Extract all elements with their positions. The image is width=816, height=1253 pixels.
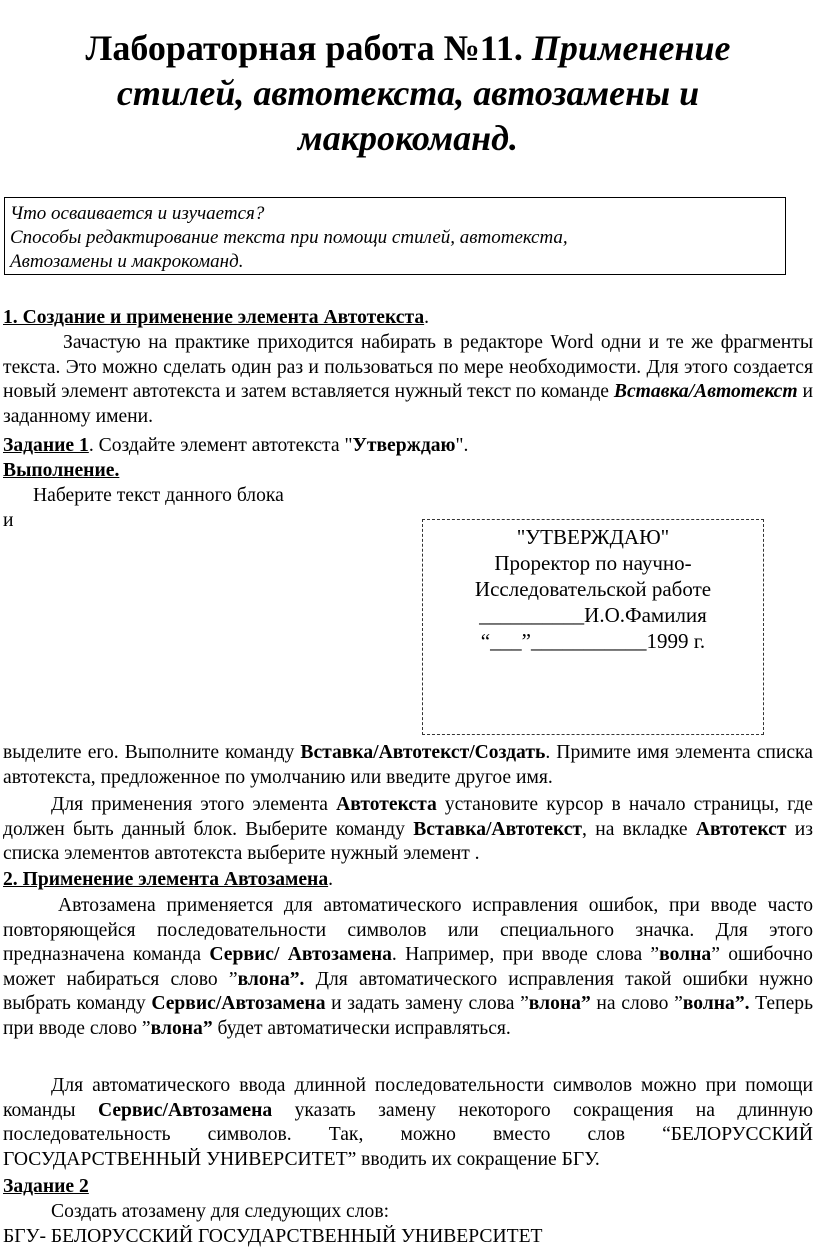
title-italic-2: стилей, автотекста, автозамены и — [116, 73, 700, 113]
section1-p1-tail: и заданному имени. — [3, 381, 813, 427]
section2-p1-bold-1: Сервис/ Автозамена — [209, 944, 392, 966]
title-bold: Лабораторная работа №11. — [85, 28, 523, 68]
title-italic-3: макрокоманд. — [298, 118, 518, 158]
section1-p1-text: Зачастую на практике приходится набирать в редакторе Word одни и те же фрагменты текста. Это можно сделать один раз и пользоваться по мере необходимости. Для этого создается новый элемент автотекста и затем вставляется нужный текст по команде — [3, 332, 813, 403]
section2-heading-dot: . — [328, 869, 334, 890]
section1-heading-line — [3, 306, 813, 331]
section1-p3-text-3: , на вкладке — [582, 818, 696, 840]
section1-p3-bold-2: Вставка/Автотекст — [413, 818, 583, 840]
section2-heading: 2. Применение элемента Автозамена — [3, 869, 329, 890]
section2-p1-text-5: и задать замену слова ” — [325, 993, 529, 1015]
section2-p1-tail: будет автоматически исправляться. — [212, 1017, 511, 1039]
approval-line-2: Проректор по научно- — [494, 551, 692, 575]
intro-line-1: Что осваивается и изучается? — [10, 203, 265, 224]
section2-p1-text-2: . Например, при вводе слова ” — [391, 944, 660, 966]
intro-line-2: Способы редактирование текста при помощи стилей, автотекста, — [10, 227, 568, 248]
section2-p1-bold-6: волна”. — [682, 993, 750, 1015]
section2-p1-text-4: Для автоматического исправления такой ошибки нужно выбрать команду — [3, 968, 814, 1015]
section1-p3-text-2: установите курсор в начало страницы, где должен быть данный блок. Выберите команду — [3, 794, 813, 840]
exec-line-2: и — [3, 510, 14, 531]
approval-line-3: Исследовательской работе — [474, 577, 712, 601]
page-title — [40, 26, 776, 161]
section1-p3-tail: из списка элементов автотекста выберите нужный элемент . — [3, 818, 814, 865]
approval-line-1: "УТВЕРЖДАЮ" — [516, 525, 670, 549]
section2-paragraph-2 — [3, 1074, 813, 1172]
section2-p2-bold: Сервис/Автозамена — [97, 1099, 273, 1121]
section1-paragraph-3 — [3, 793, 813, 867]
task2-last-line: БГУ- БЕЛОРУССКИЙ ГОСУДАРСТВЕННЫЙ УНИВЕРСИТЕТ — [3, 1226, 543, 1247]
task1-text: . Создайте элемент автотекста " — [88, 435, 353, 456]
section1-paragraph-2 — [3, 741, 813, 790]
section2-paragraph-1 — [3, 894, 813, 1042]
section1-p3-text: Для применения этого элемента — [51, 794, 337, 815]
section1-p2-text: выделите его. Выполните команду — [3, 742, 301, 763]
section1-p2-command: Вставка/Автотекст/Создать — [300, 742, 546, 763]
section2-heading-line — [3, 868, 813, 893]
task1-bold: Утверждаю — [352, 435, 456, 456]
section1-paragraph-1 — [3, 331, 813, 429]
approval-line-4: __________И.О.Фамилия — [479, 603, 707, 627]
intro-line-3: Автозамены и макрокоманд. — [10, 251, 244, 272]
section2-p1-bold-7: влона” — [150, 1017, 213, 1039]
approval-line-5: “___”___________1999 г. — [480, 629, 706, 653]
section2-p2-tail: указать замену некоторого сокращения на длинную последовательность символов. Так, можно вместо слов “БЕЛОРУССКИЙ ГОСУДАРСТВЕННЫЙ УНИВЕРСИТЕТ” вводить их сокращение БГУ. — [3, 1099, 813, 1170]
task1-tail: ". — [455, 435, 469, 456]
section2-p2-text: Для автоматического ввода длинной последовательности символов можно при помощи команды — [3, 1075, 813, 1121]
intro-box — [4, 197, 786, 275]
exec-label: Выполнение. — [3, 460, 120, 481]
section1-p3-bold-3: Автотекст — [695, 818, 787, 840]
exec-label-line — [3, 459, 813, 484]
task1-label: Задание 1 — [3, 435, 89, 456]
task2-line: Создать атозамену для следующих слов: — [51, 1201, 390, 1222]
approval-block — [422, 519, 764, 735]
exec-line-1: Наберите текст данного блока — [33, 485, 284, 506]
section2-p1-text: Автозамена применяется для автоматического исправления ошибок, при вводе часто повторяющейся последовательности символов или специального значка. Для этого предназначена команда — [3, 895, 813, 966]
section2-p1-text-3: ” ошибочно может набираться слово ” — [3, 944, 813, 990]
section2-p1-text-7: Теперь при вводе слово ” — [3, 993, 814, 1039]
section2-p1-bold-5: влона” — [528, 993, 591, 1015]
task2-label: Задание 2 — [3, 1176, 89, 1197]
task1-line — [3, 434, 813, 459]
title-italic-1: Применение — [531, 28, 731, 68]
section1-p2-tail: . Примите имя элемента списка автотекста, предложенное по умолчанию или введите другое имя. — [3, 742, 813, 788]
section1-p1-command: Вставка/Автотекст — [613, 381, 798, 403]
section1-heading-dot: . — [424, 307, 430, 328]
section2-p1-bold-4: Сервис/Автозамена — [151, 993, 326, 1015]
section2-p1-bold-3: влона”. — [237, 968, 305, 990]
section2-p1-text-6: на слово ” — [590, 993, 683, 1015]
section1-p3-bold-1: Автотекста — [336, 794, 437, 815]
section1-heading: 1. Создание и применение элемента Автотекста — [3, 307, 425, 328]
task2-label-line — [3, 1175, 813, 1200]
section2-p1-bold-2: волна — [659, 944, 712, 966]
